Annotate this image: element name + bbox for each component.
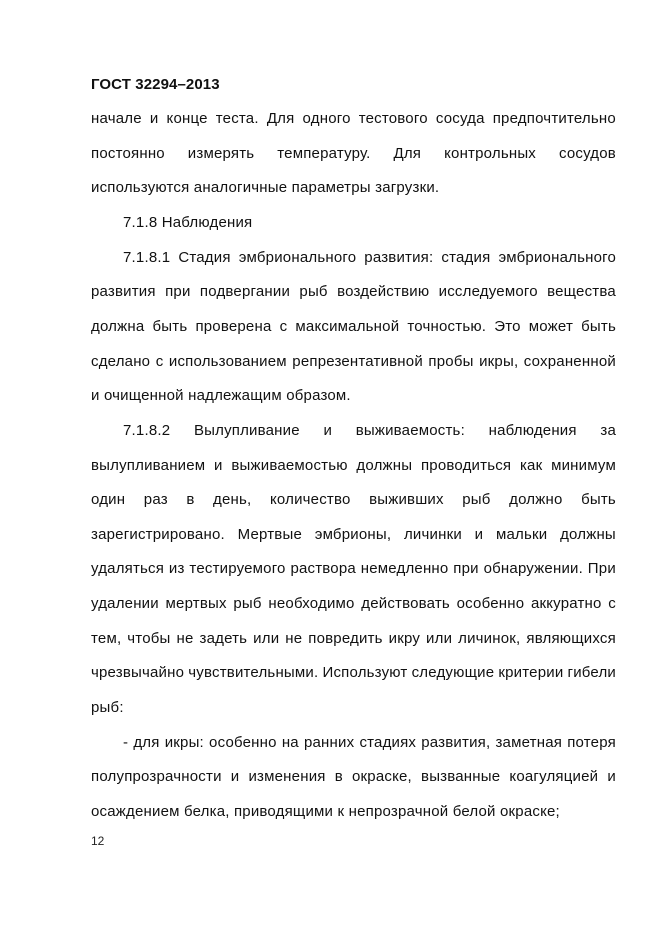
word: чрезвычайно (91, 664, 185, 682)
word: рыб (299, 283, 328, 301)
word: теста. (215, 110, 259, 127)
text-line: 7.1.8 Наблюдения (123, 213, 253, 231)
text-line (91, 595, 616, 613)
word: тестового (358, 110, 428, 127)
word: полупрозрачности (91, 768, 222, 786)
word: контрольных (444, 144, 537, 162)
word: удаляться (91, 560, 165, 578)
word: Стадия (178, 248, 231, 266)
text-line (91, 491, 616, 509)
word: в (334, 768, 343, 786)
text-line (91, 318, 616, 336)
word: Это (494, 317, 521, 335)
text-line (91, 664, 616, 682)
word: задеть (199, 629, 248, 647)
word: сохраненной (523, 352, 616, 370)
word: критерии (498, 664, 564, 682)
word: репрезентативной (292, 352, 423, 370)
word: использованием (168, 352, 287, 370)
word: изменения (248, 768, 326, 786)
word: выживших (369, 491, 444, 509)
word: один (91, 491, 126, 509)
word: действовать (361, 595, 450, 613)
word: начале (91, 110, 142, 127)
word: Вылупливание (193, 421, 300, 439)
word: и (230, 768, 240, 786)
word: икры, (479, 352, 519, 370)
word: при (453, 560, 479, 578)
word: из (168, 560, 185, 578)
word: и (214, 456, 223, 474)
word: на (281, 733, 299, 751)
text-line (91, 145, 616, 163)
text-line (91, 768, 616, 786)
word: раз (143, 491, 168, 509)
word: стадия (441, 248, 491, 266)
word: быть (581, 491, 616, 509)
word: подвергании (199, 283, 291, 301)
document-header: ГОСТ 32294–2013 (91, 76, 220, 93)
word: проводиться (420, 456, 512, 474)
text-line (91, 353, 616, 371)
word: с (608, 595, 616, 613)
text-line (91, 457, 616, 475)
word: и (149, 110, 159, 127)
word: и (607, 768, 616, 786)
word: удалении (91, 595, 159, 613)
word: потеря (567, 733, 616, 751)
word: 7.1.8.1 (123, 248, 171, 266)
word: зарегистрировано. (91, 525, 225, 543)
word: 7.1.8.2 (123, 421, 171, 439)
word: икру (388, 629, 421, 647)
word: за (600, 421, 616, 439)
text-line (91, 526, 616, 544)
word: или (426, 629, 453, 647)
word: особенно (209, 733, 277, 751)
word: как (519, 456, 543, 474)
word: Для (266, 110, 295, 127)
word: выживаемостью (231, 456, 348, 474)
word: следующие (411, 664, 495, 682)
word: развития, (421, 733, 491, 751)
word: немедленно (360, 560, 449, 578)
word: не (176, 629, 194, 647)
word: чувствительными. (188, 664, 319, 682)
word: одного (302, 110, 351, 127)
word: стадиях (359, 733, 417, 751)
page-number: 12 (91, 834, 105, 848)
word: быть (152, 317, 188, 335)
word: При (587, 560, 616, 578)
word: максимальной (295, 317, 400, 335)
text-line (91, 283, 616, 301)
text-line (91, 110, 616, 128)
word: икры: (164, 733, 204, 751)
word: должна (91, 317, 145, 335)
text-line (123, 422, 616, 440)
word: эмбрионы, (314, 525, 392, 543)
word: с (279, 317, 288, 335)
word: заметная (495, 733, 563, 751)
word: личинок, (458, 629, 521, 647)
text-line: рыб: (91, 699, 124, 717)
word: вещества (547, 283, 616, 301)
word: предпочтительно (492, 110, 616, 127)
word: наблюдения (488, 421, 577, 439)
word: Используют (322, 664, 408, 682)
word: тем, (91, 629, 122, 647)
word: являющихся (526, 629, 616, 647)
word: тестируемого (189, 560, 286, 578)
word: и (323, 421, 333, 439)
word: вызванные (421, 768, 501, 786)
text-line (123, 734, 616, 752)
word: мертвых (165, 595, 227, 613)
word: выживаемость: (355, 421, 465, 439)
word: ранних (303, 733, 355, 751)
word: рыб (233, 595, 262, 613)
word: повредить (308, 629, 383, 647)
word: воздействию (337, 283, 430, 301)
word: личинки (403, 525, 462, 543)
text-line (91, 630, 616, 648)
word: и (474, 525, 484, 543)
word: измерять (187, 144, 255, 162)
word: необходимо (268, 595, 355, 613)
word: сосудов (558, 144, 616, 162)
word: постоянно (91, 144, 165, 162)
word: не (285, 629, 303, 647)
word: рыб (462, 491, 491, 509)
word: развития (91, 283, 156, 301)
word: должны (560, 525, 616, 543)
word: минимум (551, 456, 616, 474)
word: точностью. (407, 317, 487, 335)
word: исследуемого (438, 283, 538, 301)
word: день, (213, 491, 252, 509)
word: гибели (567, 664, 616, 682)
word: окраске, (351, 768, 412, 786)
word: температуру. (277, 144, 371, 162)
text-line: осаждением белка, приводящими к непрозрачной белой окраске; (91, 803, 560, 820)
word: при (165, 283, 191, 301)
word: раствора (290, 560, 356, 578)
word: должно (509, 491, 563, 509)
text-line: используются аналогичные параметры загрузки. (91, 179, 440, 197)
word: в (186, 491, 195, 509)
word: быть (581, 317, 616, 335)
word: должны (356, 456, 413, 474)
word: особенно (456, 595, 525, 613)
word: количество (269, 491, 351, 509)
word: сделано (91, 352, 151, 370)
word: - (123, 733, 129, 751)
word: обнаружении. (483, 560, 583, 578)
word: или (253, 629, 280, 647)
word: пробы (428, 352, 474, 370)
word: коагуляцией (509, 768, 599, 786)
word: вылупливанием (91, 456, 206, 474)
word: может (528, 317, 574, 335)
word: чтобы (127, 629, 171, 647)
text-line: и очищенной надлежащим образом. (91, 387, 351, 405)
word: сосуда (435, 110, 485, 127)
word: с (155, 352, 164, 370)
text-line (123, 249, 616, 267)
word: проверена (195, 317, 272, 335)
word: аккуратно (530, 595, 602, 613)
word: для (133, 733, 160, 751)
word: Мертвые (237, 525, 302, 543)
word: развития: (364, 248, 434, 266)
word: эмбрионального (498, 248, 616, 266)
word: эмбрионального (238, 248, 357, 266)
word: Для (393, 144, 422, 162)
word: мальки (495, 525, 548, 543)
word: конце (166, 110, 208, 127)
text-line (91, 560, 616, 578)
